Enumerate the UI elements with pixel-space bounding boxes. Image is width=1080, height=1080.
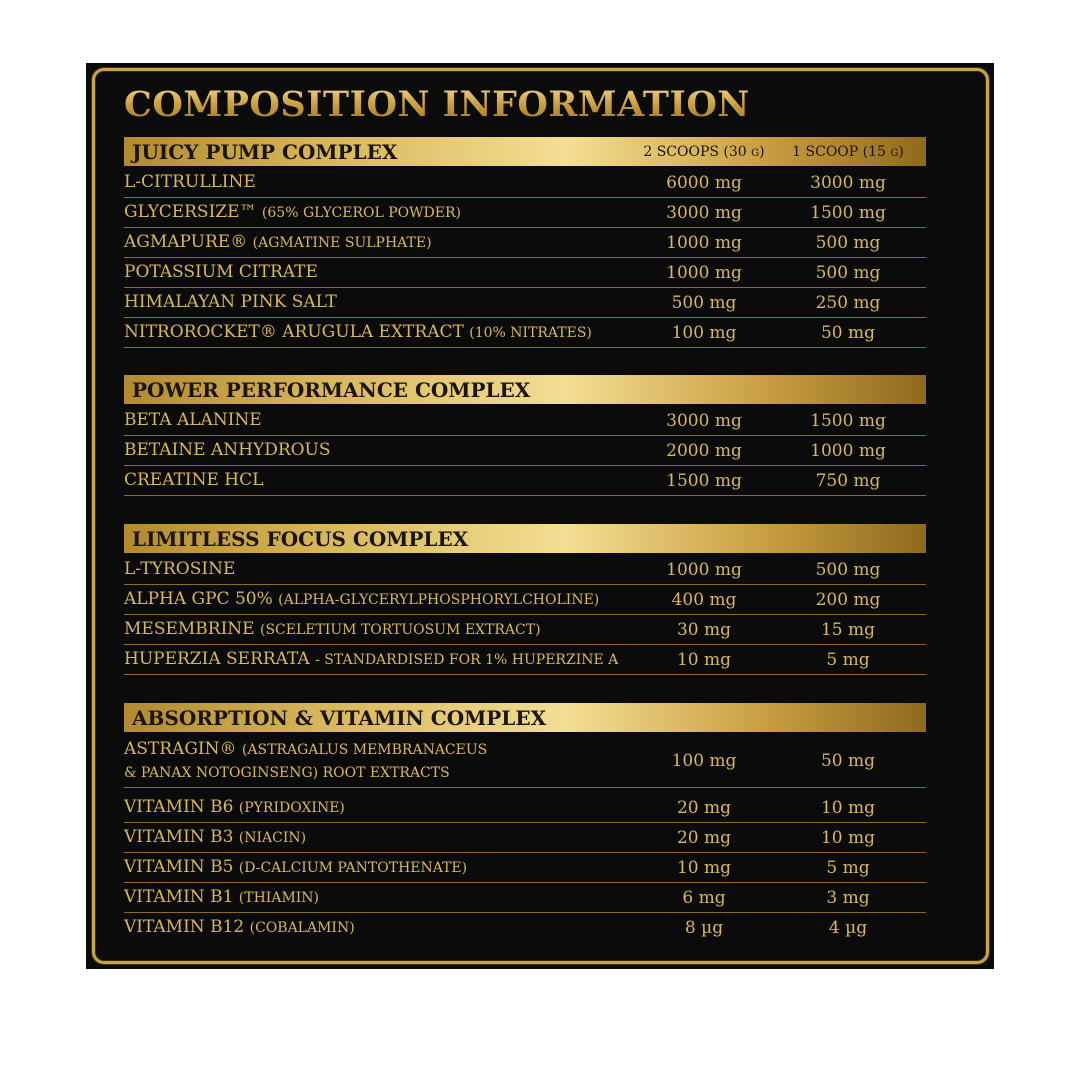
ingredient-name: ASTRAGIN® (ASTRAGALUS MEMBRANACEUS — [124, 739, 488, 759]
section-title: ABSORPTION & VITAMIN COMPLEX — [132, 706, 547, 730]
section-header-power-performance — [124, 375, 926, 404]
value-2-scoops: 2000 mg — [666, 441, 742, 461]
ingredient-detail: (ALPHA-GLYCERYLPHOSPHORYLCHOLINE) — [278, 592, 600, 608]
section-header-limitless-focus — [124, 524, 926, 553]
value-1-scoop: 500 mg — [815, 560, 881, 580]
value-1-scoop: 3 mg — [826, 888, 870, 908]
value-1-scoop: 15 mg — [820, 620, 876, 640]
ingredient-name: VITAMIN B3 (NIACIN) — [124, 827, 307, 847]
table-row — [124, 913, 926, 943]
table-row — [124, 883, 926, 913]
value-2-scoops: 30 mg — [676, 620, 732, 640]
table-row — [124, 436, 926, 466]
value-2-scoops: 20 mg — [676, 798, 732, 818]
value-1-scoop: 3000 mg — [810, 173, 886, 193]
table-row — [124, 318, 926, 348]
table-row — [124, 466, 926, 496]
ingredient-detail: (10% NITRATES) — [469, 325, 592, 341]
ingredient-detail: (SCELETIUM TORTUOSUM EXTRACT) — [259, 622, 541, 638]
column-header-2-scoops: 2 SCOOPS (30 g) — [643, 144, 765, 160]
ingredient-detail: - STANDARDISED FOR 1% HUPERZINE A — [315, 652, 619, 668]
value-2-scoops: 100 mg — [671, 323, 737, 343]
value-1-scoop: 1500 mg — [810, 203, 886, 223]
section-title: LIMITLESS FOCUS COMPLEX — [132, 527, 469, 551]
ingredient-detail: (COBALAMIN) — [249, 920, 355, 936]
value-2-scoops: 1000 mg — [666, 263, 742, 283]
ingredient-detail: (NIACIN) — [238, 830, 307, 846]
value-2-scoops: 500 mg — [671, 293, 737, 313]
ingredient-name: AGMAPURE® (AGMATINE SULPHATE) — [124, 232, 432, 252]
table-row — [124, 258, 926, 288]
value-2-scoops: 3000 mg — [666, 411, 742, 431]
column-header-1-scoop: 1 SCOOP (15 g) — [792, 144, 904, 160]
value-2-scoops: 8 µg — [684, 918, 724, 938]
section-header-juicy-pump — [124, 137, 926, 166]
value-1-scoop: 5 mg — [826, 650, 870, 670]
ingredient-name: NITROROCKET® ARUGULA EXTRACT (10% NITRATES) — [124, 322, 592, 342]
value-1-scoop: 50 mg — [820, 323, 876, 343]
value-1-scoop: 10 mg — [820, 828, 876, 848]
table-row — [124, 288, 926, 318]
ingredient-name: ALPHA GPC 50% (ALPHA-GLYCERYLPHOSPHORYLCHOLINE) — [124, 589, 600, 609]
ingredient-name: L-CITRULLINE — [124, 172, 256, 192]
section-header-absorption-vitamin — [124, 703, 926, 732]
ingredient-detail: (ASTRAGALUS MEMBRANACEUS — [241, 742, 488, 758]
table-row — [124, 406, 926, 436]
ingredient-detail: (AGMATINE SULPHATE) — [252, 235, 432, 251]
value-1-scoop: 250 mg — [815, 293, 881, 313]
ingredient-name: MESEMBRINE (SCELETIUM TORTUOSUM EXTRACT) — [124, 619, 541, 639]
value-1-scoop: 500 mg — [815, 263, 881, 283]
ingredient-name: GLYCERSIZE™ (65% GLYCEROL POWDER) — [124, 202, 461, 222]
table-row — [124, 615, 926, 645]
ingredient-name: L-TYROSINE — [124, 559, 236, 579]
table-row — [124, 168, 926, 198]
table-row — [124, 555, 926, 585]
table-row — [124, 198, 926, 228]
value-1-scoop: 500 mg — [815, 233, 881, 253]
ingredient-name: VITAMIN B1 (THIAMIN) — [124, 887, 320, 907]
ingredient-detail: (THIAMIN) — [238, 890, 320, 906]
ingredient-name: VITAMIN B5 (D-CALCIUM PANTOTHENATE) — [124, 857, 468, 877]
value-1-scoop: 1500 mg — [810, 411, 886, 431]
ingredient-name: BETAINE ANHYDROUS — [124, 440, 331, 460]
ingredient-name: VITAMIN B12 (COBALAMIN) — [124, 917, 355, 937]
table-row — [124, 853, 926, 883]
table-row — [124, 645, 926, 675]
value-1-scoop: 200 mg — [815, 590, 881, 610]
ingredient-detail: (PYRIDOXINE) — [238, 800, 345, 816]
ingredient-detail-line-2: & PANAX NOTOGINSENG) ROOT EXTRACTS — [124, 765, 450, 781]
value-1-scoop: 750 mg — [815, 471, 881, 491]
table-row — [124, 228, 926, 258]
value-1-scoop: 1000 mg — [810, 441, 886, 461]
value-2-scoops: 6000 mg — [666, 173, 742, 193]
value-1-scoop: 50 mg — [820, 751, 876, 771]
value-1-scoop: 5 mg — [826, 858, 870, 878]
ingredient-detail: (65% GLYCEROL POWDER) — [261, 205, 461, 221]
page-title: COMPOSITION INFORMATION — [124, 84, 750, 125]
value-2-scoops: 3000 mg — [666, 203, 742, 223]
ingredient-name: CREATINE HCL — [124, 470, 264, 490]
ingredient-name: POTASSIUM CITRATE — [124, 262, 318, 282]
value-2-scoops: 6 mg — [682, 888, 726, 908]
table-row — [124, 734, 926, 788]
value-2-scoops: 1000 mg — [666, 233, 742, 253]
table-row — [124, 793, 926, 823]
value-1-scoop: 10 mg — [820, 798, 876, 818]
ingredient-name: VITAMIN B6 (PYRIDOXINE) — [124, 797, 345, 817]
value-1-scoop: 4 µg — [828, 918, 868, 938]
value-2-scoops: 100 mg — [671, 751, 737, 771]
value-2-scoops: 10 mg — [676, 858, 732, 878]
value-2-scoops: 10 mg — [676, 650, 732, 670]
ingredient-detail: (D-CALCIUM PANTOTHENATE) — [238, 860, 468, 876]
table-row — [124, 585, 926, 615]
ingredient-name: HUPERZIA SERRATA - STANDARDISED FOR 1% HUPERZINE A — [124, 649, 619, 669]
ingredient-name: HIMALAYAN PINK SALT — [124, 292, 337, 312]
value-2-scoops: 1500 mg — [666, 471, 742, 491]
value-2-scoops: 400 mg — [671, 590, 737, 610]
section-title: POWER PERFORMANCE COMPLEX — [132, 378, 531, 402]
ingredient-name: BETA ALANINE — [124, 410, 262, 430]
value-2-scoops: 1000 mg — [666, 560, 742, 580]
section-title: JUICY PUMP COMPLEX — [132, 140, 398, 164]
value-2-scoops: 20 mg — [676, 828, 732, 848]
table-row — [124, 823, 926, 853]
